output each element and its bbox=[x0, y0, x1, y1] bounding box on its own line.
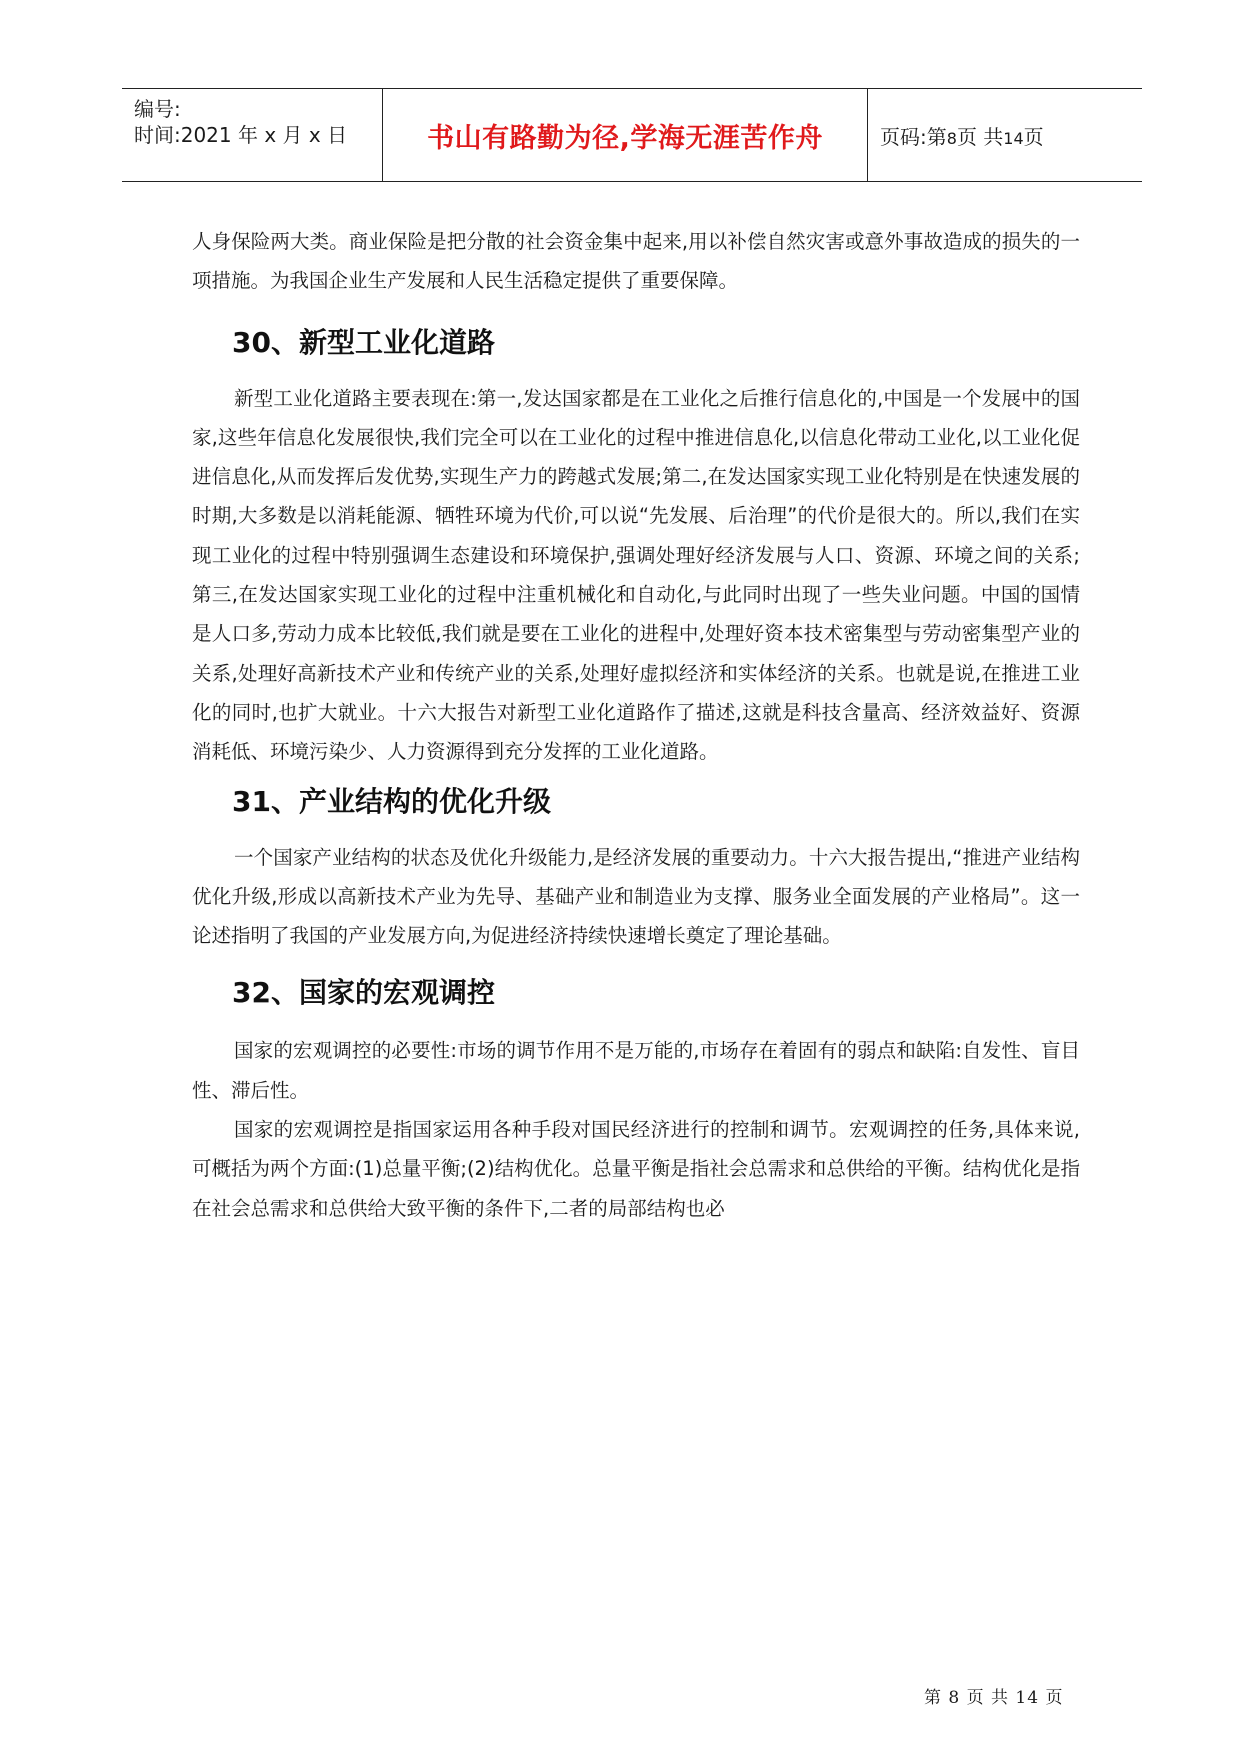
paragraph-continued: 人身保险两大类。商业保险是把分散的社会资金集中起来,用以补偿自然灾害或意外事故造成的损失的一项措施。为我国企业生产发展和人民生活稳定提供了重要保障。 bbox=[192, 230, 1080, 293]
page-middle: 页 共 bbox=[956, 124, 1004, 149]
section-heading-32: 32、国家的宏观调控 bbox=[232, 976, 495, 1010]
document-time-label: 时间:2021 年 x 月 x 日 bbox=[134, 123, 348, 147]
page-total: 14 bbox=[1003, 128, 1024, 148]
page-header bbox=[122, 88, 1142, 182]
page-prefix: 页码:第 bbox=[880, 124, 947, 149]
paragraph-section-32-necessity: 国家的宏观调控的必要性:市场的调节作用不是万能的,市场存在着固有的弱点和缺陷:自发性、盲目性、滞后性。 bbox=[192, 1039, 1080, 1102]
header-page-cell bbox=[866, 89, 1142, 181]
page-footer: 第 8 页 共 14 页 bbox=[924, 1688, 1064, 1708]
header-motto-cell bbox=[382, 89, 868, 181]
paragraph-section-31: 一个国家产业结构的状态及优化升级能力,是经济发展的重要动力。十六大报告提出,“推进产业结构优化升级,形成以高新技术产业为先导、基础产业和制造业为支撑、服务业全面发展的产业格局”。这一论述指明了我国的产业发展方向,为促进经济持续快速增长奠定了理论基础。 bbox=[192, 845, 1080, 948]
page-suffix: 页 bbox=[1023, 124, 1044, 149]
paragraph-section-30: 新型工业化道路主要表现在:第一,发达国家都是在工业化之后推行信息化的,中国是一个发展中的国家,这些年信息化发展很快,我们完全可以在工业化的过程中推进信息化,以信息化带动工业化,以工业化促进信息化,从而发挥后发优势,实现生产力的跨越式发展;第二,在发达国家实现工业化特别是在快速发展的时期,大多数是以消耗能源、牺牲环境为代价,可以说“先发展、后治理”的代价是很大的。所以,我们在实现工业化的过程中特别强调生态建设和环境保护,强调处理好经济发展与人口、资源、环境之间的关系;第三,在发达国家实现工业化的过程中注重机械化和自动化,与此同时出现了一些失业问题。中国的国情是人口多,劳动力成本比较低,我们就是要在工业化的进程中,处理好资本技术密集型与劳动密集型产业的关系,处理好高新技术产业和传统产业的关系,处理好虚拟经济和实体经济的关系。也就是说,在推进工业化的同时,也扩大就业。十六大报告对新型工业化道路作了描述,这就是科技含量高、经济效益好、资源消耗低、环境污染少、人力资源得到充分发挥的工业化道路。 bbox=[192, 386, 1080, 764]
document-number-label: 编号: bbox=[134, 97, 181, 121]
page-current: 8 bbox=[946, 128, 957, 148]
paragraph-section-32-definition: 国家的宏观调控是指国家运用各种手段对国民经济进行的控制和调节。宏观调控的任务,具体来说,可概括为两个方面:(1)总量平衡;(2)结构优化。总量平衡是指社会总需求和总供给的平衡。结构优化是指在社会总需求和总供给大致平衡的条件下,二者的局部结构也必 bbox=[192, 1118, 1080, 1220]
section-heading-31: 31、产业结构的优化升级 bbox=[232, 784, 551, 818]
document-body bbox=[192, 222, 1080, 1228]
header-page-info bbox=[880, 121, 1044, 150]
header-motto: 书山有路勤为径,学海无涯苦作舟 bbox=[427, 122, 823, 154]
header-left-cell bbox=[122, 89, 382, 181]
section-heading-30: 30、新型工业化道路 bbox=[232, 325, 495, 359]
